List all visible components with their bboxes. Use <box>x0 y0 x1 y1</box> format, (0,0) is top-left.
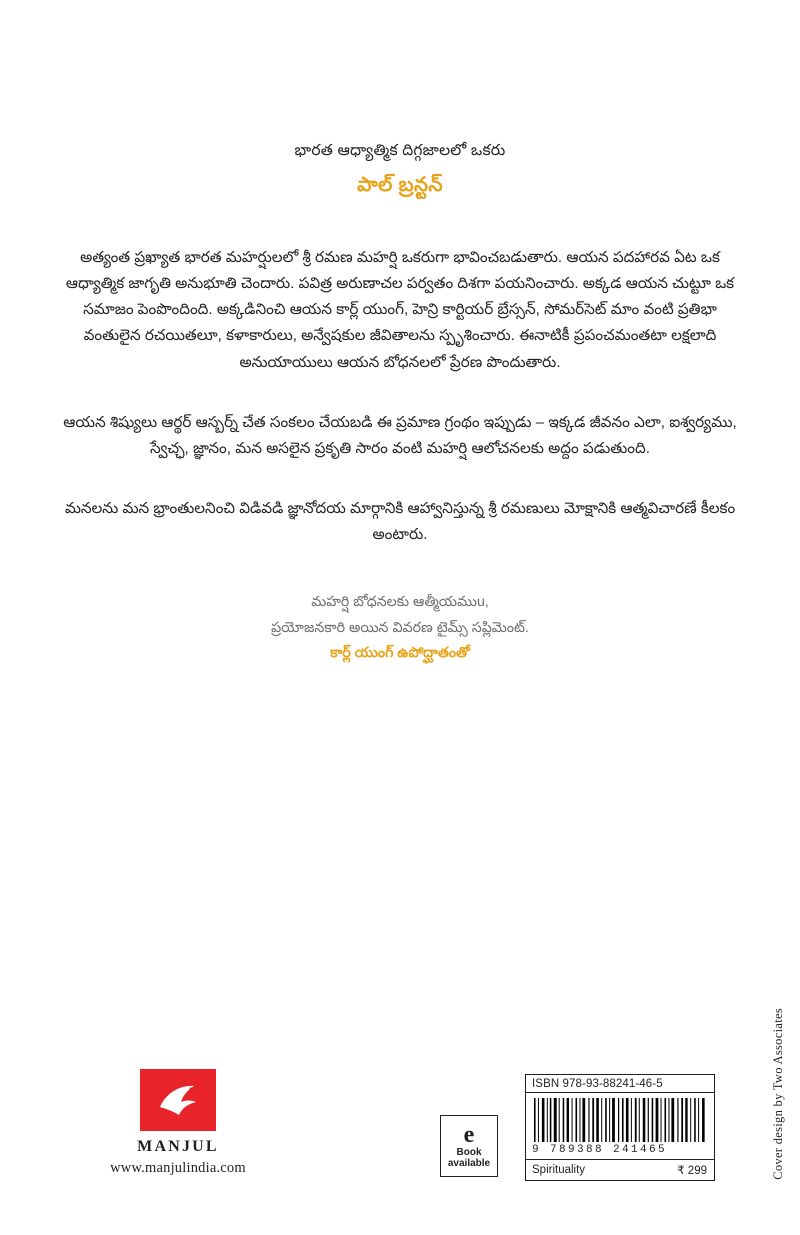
barcode-area <box>526 1093 714 1144</box>
publisher-block <box>78 1069 278 1177</box>
ebook-available-badge <box>440 1115 498 1177</box>
ebook-badge-e: e <box>463 1122 475 1148</box>
blurb-paragraph-2: ఆయన శిష్యులు ఆర్థర్ ఆస్బర్న్ చేత సంకలం చేయబడి ఈ ప్రమాణ గ్రంథం ఇప్పుడు – ఇక్కడ జీవనం ఎలా, ఐశ్వర్యము, స్వేచ్ఛ, జ్ఞానం, మన అసలైన ప్రకృతి సారం వంటి మహర్షి ఆలోచనలకు అద్దం పడుతుంది. <box>63 413 737 457</box>
ebook-badge-book: Book <box>456 1147 482 1158</box>
manjul-bird-logo-icon <box>140 1069 216 1131</box>
blurb-paragraph-3: మనలను మన భ్రాంతులనించి విడివడి జ్ఞానోదయ మార్గానికి ఆహ్వానిస్తున్న శ్రీ రమణులు మోక్షానికి ఆత్మవిచారణే కీలకం అంటారు. <box>64 499 736 544</box>
book-price: ₹ 299 <box>677 1165 707 1177</box>
cover-design-credit: Cover design by Two Associates <box>771 1008 785 1180</box>
cover-tagline: భారత ఆధ్యాత్మిక దిగ్గజాలలో ఒకరు <box>294 142 506 159</box>
isbn-footer <box>526 1159 714 1180</box>
heading-block <box>70 140 730 201</box>
publisher-url[interactable]: www.manjulindia.com <box>110 1160 246 1176</box>
isbn-barcode-block <box>525 1074 715 1181</box>
review-quote-line-2: ప్రయోజనకారి అయిన వివరణ టైమ్స్ సప్లిమెంట్. <box>271 619 529 636</box>
publisher-name: MANJUL <box>137 1138 219 1155</box>
book-category: Spirituality <box>532 1164 586 1176</box>
foreword-credit: కార్ల్ యుంగ్ ఉపోద్ఘాతంతో <box>330 644 470 661</box>
ebook-badge-available: available <box>447 1157 491 1169</box>
barcode-digits: 9 789388 241465 <box>532 1144 668 1156</box>
blurb-paragraph-1: అత్యంత ప్రఖ్యాత భారత మహర్షులలో శ్రీ రమణ మహర్షి ఒకరుగా భావించబడుతారు. ఆయన పదహారవ ఏట ఒక ఆధ్యాత్మిక జాగృతి అనుభూతి చెందారు. పవిత్ర అరుణాచల పర్వతం దిశగా పయనించారు. అక్కడ ఆయన చుట్టూ ఒక సమాజం పెంపొందింది. అక్కడినించి ఆయన కార్ల్ యుంగ్, హెన్రి కార్టియర్ బ్రేస్సన్, సోమర్‌సెట్ మాం వంటి ప్రతిభా వంతులైన రచయితలూ, కళాకారులు, అన్వేషకుల జీవితాలను స్పృశించారు. ఈనాటికీ ప్రపంచమంతటా లక్షలాది అనుయాయులు ఆయన బోధనలలో ప్రేరణ పొందుతారు. <box>65 249 735 371</box>
isbn-number: ISBN 978-93-88241-46-5 <box>526 1075 714 1093</box>
author-name: పాల్ బ్రన్టన్ <box>357 174 443 197</box>
review-quote-line-1: మహర్షి బోధనలకు ఆత్మీయముu, <box>311 594 489 611</box>
blurb-text <box>62 245 738 666</box>
review-quote <box>62 590 738 666</box>
barcode-icon <box>532 1098 708 1142</box>
